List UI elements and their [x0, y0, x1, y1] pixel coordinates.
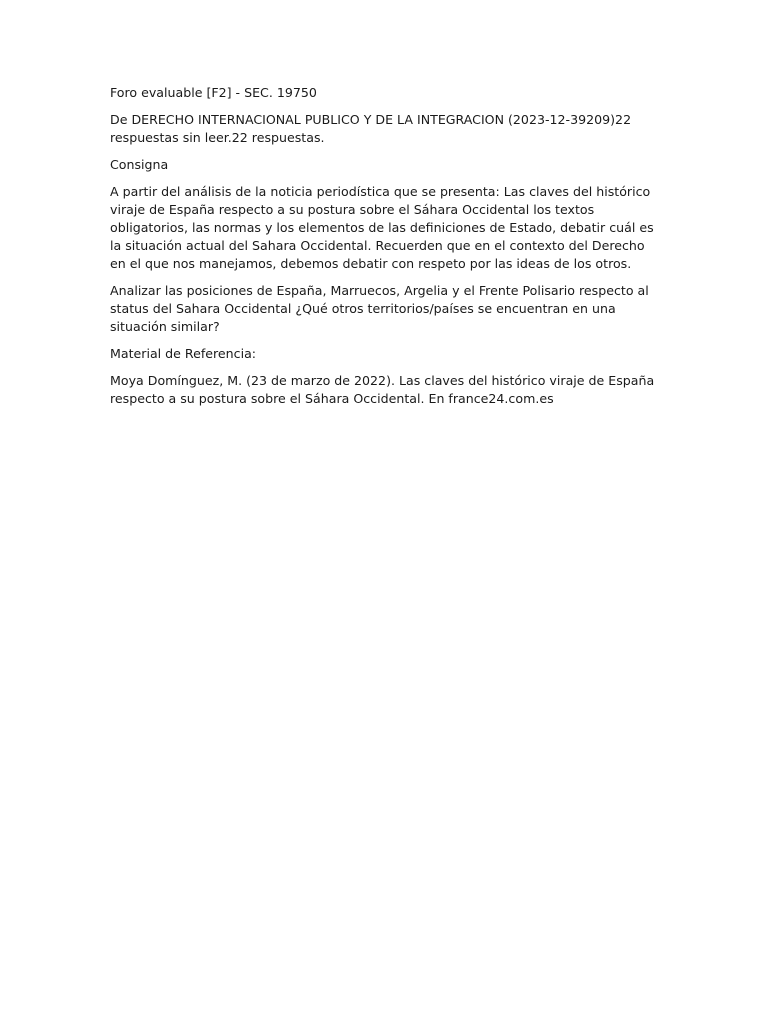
- course-line: De DERECHO INTERNACIONAL PUBLICO Y DE LA INTEGRACION (2023-12-39209)22 respuestas sin leer.22 respuestas.: [110, 112, 632, 145]
- analysis-paragraph: Analizar las posiciones de España, Marruecos, Argelia y el Frente Polisario respecto al status del Sahara Occidental ¿Qué otros territorios/países se encuentran en una situación similar?: [110, 283, 649, 334]
- consigna-heading: Consigna: [110, 157, 169, 172]
- document-page: [110, 84, 662, 417]
- consigna-paragraph: A partir del análisis de la noticia periodística que se presenta: Las claves del histórico viraje de España respecto a su postura sobre el Sáhara Occidental los textos obligatorios, las normas y los elementos de las definiciones de Estado, debatir cuál es la situación actual del Sahara Occidental. Recuerden que en el contexto del Derecho en el que nos manejamos, debemos debatir con respeto por las ideas de los otros.: [110, 184, 654, 271]
- reference-heading: Material de Referencia:: [110, 346, 257, 361]
- document-title: Foro evaluable [F2] - SEC. 19750: [110, 85, 317, 100]
- reference-entry: Moya Domínguez, M. (23 de marzo de 2022). Las claves del histórico viraje de España respecto a su postura sobre el Sáhara Occidental. En france24.com.es: [110, 373, 655, 406]
